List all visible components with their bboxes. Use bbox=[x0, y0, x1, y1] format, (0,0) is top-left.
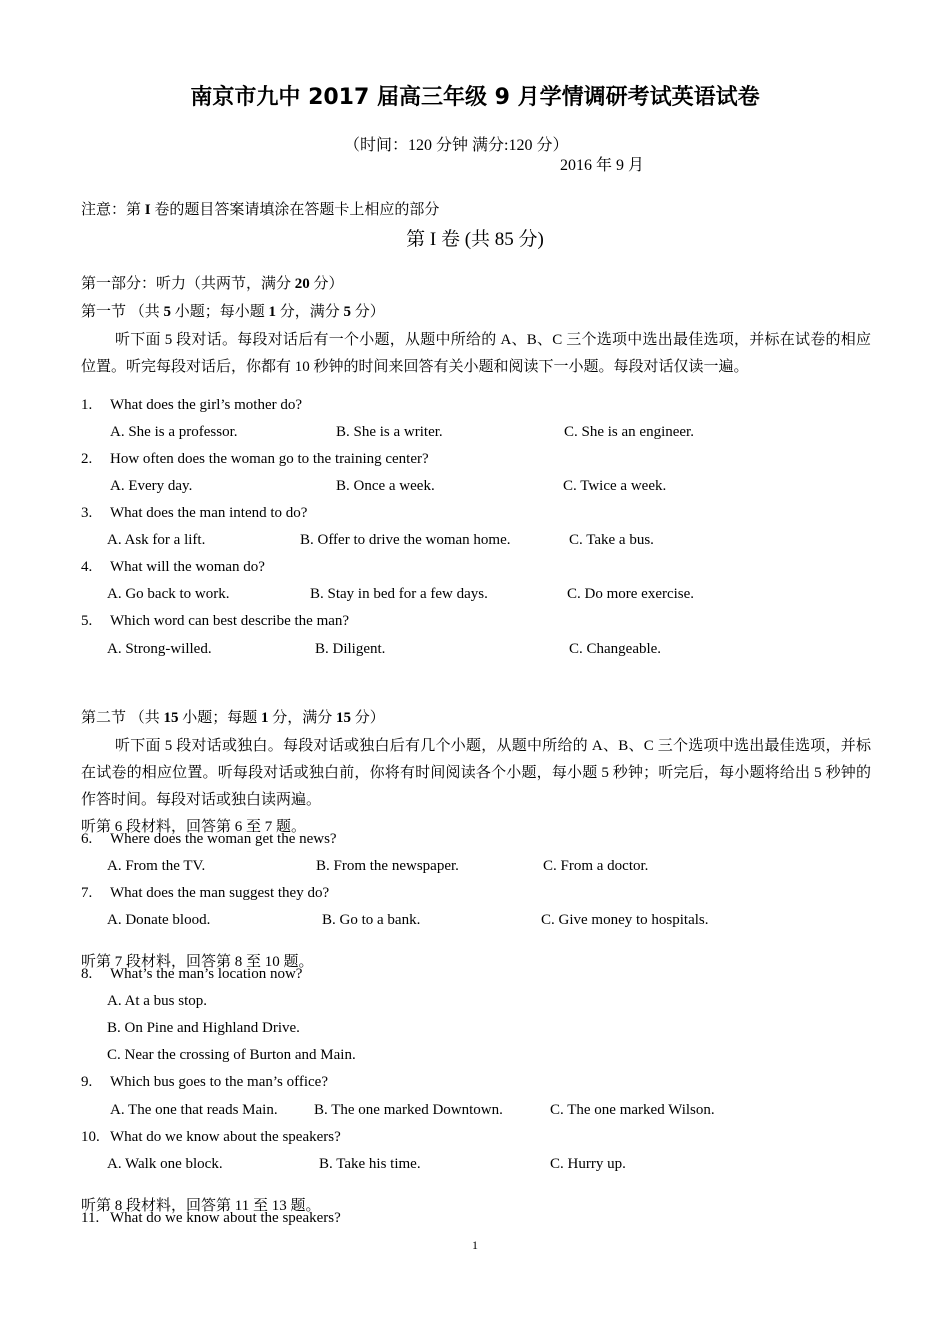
option-10b: B. Take his time. bbox=[319, 1156, 421, 1172]
option-7b: B. Go to a bank. bbox=[322, 912, 421, 928]
part1-heading: 第一部分：听力（共两节，满分 20 分） bbox=[81, 276, 344, 292]
option-9b: B. The one marked Downtown. bbox=[314, 1102, 503, 1118]
option-3c: C. Take a bus. bbox=[569, 532, 654, 548]
material-note-7: 听第 7 段材料，回答第 8 至 10 题。 bbox=[81, 954, 314, 970]
option-5a: A. Strong-willed. bbox=[107, 641, 212, 657]
question-10: 10. What do we know about the speakers? bbox=[81, 1129, 341, 1145]
option-4c: C. Do more exercise. bbox=[567, 586, 695, 602]
option-3b: B. Offer to drive the woman home. bbox=[300, 532, 511, 548]
option-7c: C. Give money to hospitals. bbox=[541, 912, 709, 928]
option-6a: A. From the TV. bbox=[107, 858, 206, 874]
section1-instructions: 听下面 5 段对话。每段对话后有一个小题，从题中所给的 A、B、C 三个选项中选出最佳选项，并标在试卷的相应位置。听完每段对话后，你都有 10 秒钟的时间来回答有关小题和阅读下一小题。每段对话仅读一遍。 bbox=[81, 332, 871, 375]
option-3a: A. Ask for a lift. bbox=[107, 532, 206, 548]
option-10c: C. Hurry up. bbox=[550, 1156, 626, 1172]
option-6b: B. From the newspaper. bbox=[316, 858, 459, 874]
option-10a: A. Walk one block. bbox=[107, 1156, 223, 1172]
exam-date: 2016 年 9 月 bbox=[560, 157, 645, 174]
option-6c: C. From a doctor. bbox=[543, 858, 649, 874]
section2-instructions: 听下面 5 段对话或独白。每段对话或独白后有几个小题，从题中所给的 A、B、C 三个选项中选出最佳选项，并标在试卷的相应位置。听每段对话或独白前，你将有时间阅读各个小题，每小题 5 秒钟；听完后，每小题将给出 5 秒钟的作答时间。每段对话或独白读两遍。 bbox=[81, 738, 871, 808]
option-2c: C. Twice a week. bbox=[563, 478, 667, 494]
option-4a: A. Go back to work. bbox=[107, 586, 230, 602]
question-3: 3. What does the man intend to do? bbox=[81, 505, 308, 521]
option-8b: B. On Pine and Highland Drive. bbox=[107, 1020, 300, 1036]
option-7a: A. Donate blood. bbox=[107, 912, 211, 928]
question-11: 11. What do we know about the speakers? bbox=[81, 1210, 341, 1226]
option-1c: C. She is an engineer. bbox=[564, 424, 694, 440]
question-4: 4. What will the woman do? bbox=[81, 559, 265, 575]
section2-heading: 第二节 （共 15 小题；每题 1 分，满分 15 分） bbox=[81, 710, 385, 726]
option-4b: B. Stay in bed for a few days. bbox=[310, 586, 488, 602]
volume-title: 第 I 卷 (共 85 分) bbox=[406, 229, 544, 250]
question-7: 7. What does the man suggest they do? bbox=[81, 885, 330, 901]
option-5b: B. Diligent. bbox=[315, 641, 386, 657]
time-info: （时间：120 分钟 满分:120 分） bbox=[344, 137, 569, 154]
page-number: 1 bbox=[472, 1238, 478, 1252]
option-1b: B. She is a writer. bbox=[336, 424, 443, 440]
material-note-8: 听第 8 段材料，回答第 11 至 13 题。 bbox=[81, 1198, 321, 1214]
question-6: 6. Where does the woman get the news? bbox=[81, 831, 337, 847]
option-9a: A. The one that reads Main. bbox=[110, 1102, 278, 1118]
notice: 注意：第 I 卷的题目答案请填涂在答题卡上相应的部分 bbox=[81, 202, 440, 218]
option-5c: C. Changeable. bbox=[569, 641, 662, 657]
option-2b: B. Once a week. bbox=[336, 478, 435, 494]
option-9c: C. The one marked Wilson. bbox=[550, 1102, 715, 1118]
option-8c: C. Near the crossing of Burton and Main. bbox=[107, 1047, 356, 1063]
option-2a: A. Every day. bbox=[110, 478, 193, 494]
question-5: 5. Which word can best describe the man? bbox=[81, 613, 350, 629]
option-1a: A. She is a professor. bbox=[110, 424, 238, 440]
question-8: 8. What’s the man’s location now? bbox=[81, 966, 303, 982]
material-note-6: 听第 6 段材料，回答第 6 至 7 题。 bbox=[81, 819, 307, 835]
option-8a: A. At a bus stop. bbox=[107, 993, 208, 1009]
question-2: 2. How often does the woman go to the training center? bbox=[81, 451, 429, 467]
exam-title: 南京市九中 2017 届高三年级 9 月学情调研考试英语试卷 bbox=[190, 85, 760, 110]
question-1: 1. What does the girl’s mother do? bbox=[81, 397, 303, 413]
section1-heading: 第一节 （共 5 小题；每小题 1 分，满分 5 分） bbox=[81, 304, 385, 320]
question-9: 9. Which bus goes to the man’s office? bbox=[81, 1074, 328, 1090]
